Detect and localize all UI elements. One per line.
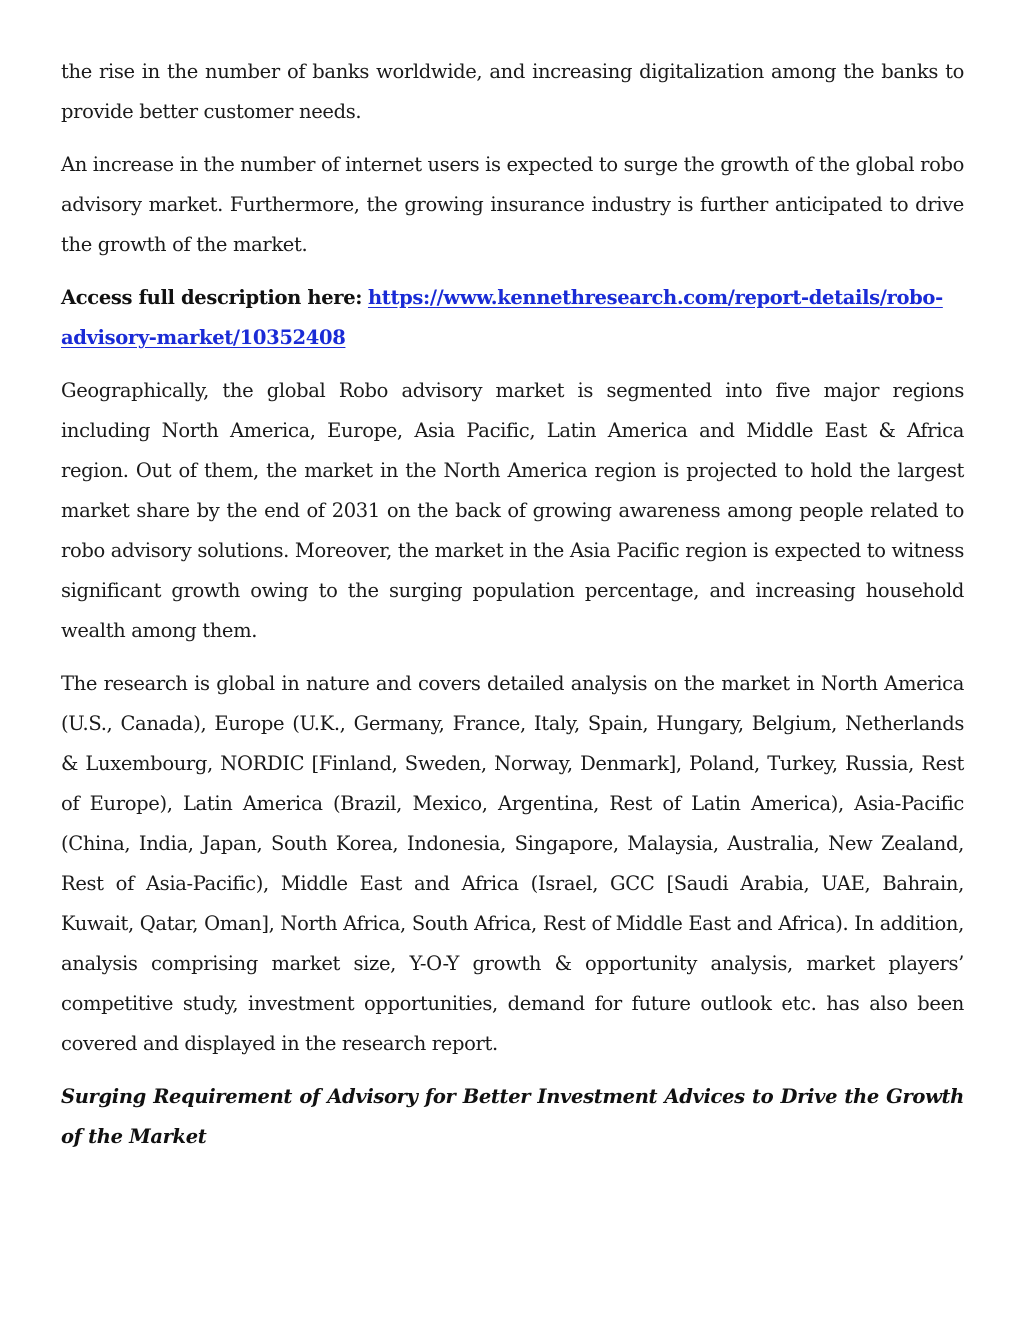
paragraph-intro-tail: the rise in the number of banks worldwide, and increasing digitalization among the banks to provide better customer needs. [61, 60, 964, 123]
document-page [61, 52, 964, 1157]
access-label: Access full description here: [61, 286, 363, 309]
section-subheading: Surging Requirement of Advisory for Better Investment Advices to Drive the Growth of the Market [61, 1085, 964, 1148]
paragraph-research-scope: The research is global in nature and covers detailed analysis on the market in North America (U.S., Canada), Europe (U.K., Germany, France, Italy, Spain, Hungary, Belgium, Netherlands & Luxembourg, NORDIC [Finland, Sweden, Norway, Denmark], Poland, Turkey, Russia, Rest of Europe), Latin America (Brazil, Mexico, Argentina, Rest of Latin America), Asia-Pacific (China, India, Japan, South Korea, Indonesia, Singapore, Malaysia, Australia, New Zealand, Rest of Asia-Pacific), Middle East and Africa (Israel, GCC [Saudi Arabia, UAE, Bahrain, Kuwait, Qatar, Oman], North Africa, South Africa, Rest of Middle East and Africa). In addition, analysis comprising market size, Y-O-Y growth & opportunity analysis, market players’ competitive study, investment opportunities, demand for future outlook etc. has also been covered and displayed in the research report. [61, 672, 964, 1055]
paragraph-geography: Geographically, the global Robo advisory market is segmented into five major regions including North America, Europe, Asia Pacific, Latin America and Middle East & Africa region. Out of them, the market in the North America region is projected to hold the largest market share by the end of 2031 on the back of growing awareness among people related to robo advisory solutions. Moreover, the market in the Asia Pacific region is expected to witness significant growth owing to the surging population percentage, and increasing household wealth among them. [61, 379, 964, 642]
paragraph-internet-users: An increase in the number of internet users is expected to surge the growth of the global robo advisory market. Furthermore, the growing insurance industry is further anticipated to drive the growth of the market. [61, 153, 964, 256]
report-link[interactable]: https://www.kennethresearch.com/report-details/robo-advisory-market/10352408 [61, 286, 943, 349]
access-description-line [61, 278, 964, 358]
